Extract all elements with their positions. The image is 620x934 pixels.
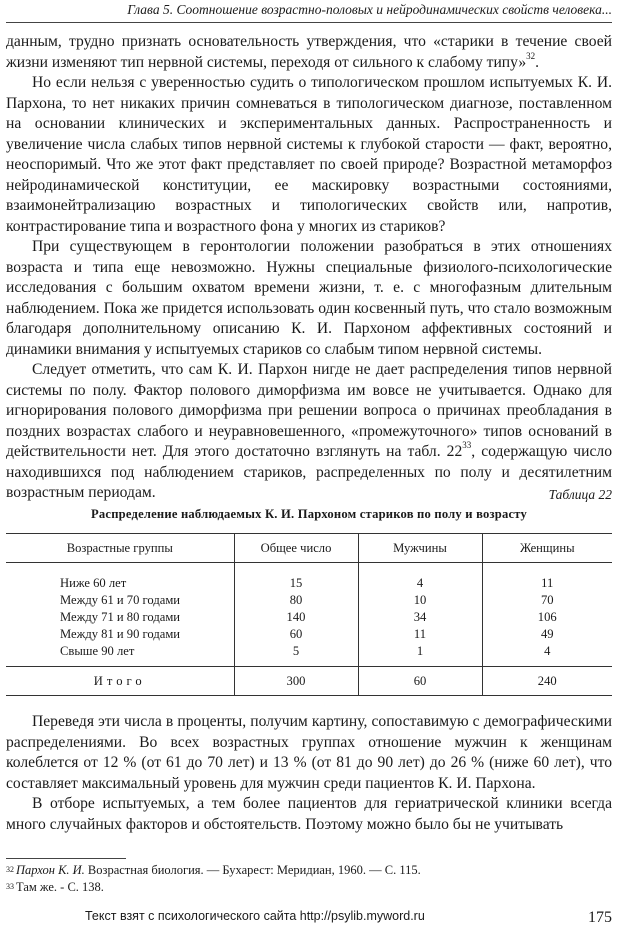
cell-total: 80 [234, 592, 358, 609]
paragraph-2: Но если нельзя с уверенностью судить о типологическом прошлом испытуемых К. И. Пархона, то нет никаких причин сомневаться в типологическом диагнозе, поставленном на основании клинических и экспериментальных данных. Распространенность и увеличение числа слабых типов нервной системы к глубокой старости — факт, вероятно, неоспоримый. Что же этот факт представляет по своей природе? Возрастной метаморфоз нейродинамической конституции, ее маскировку возрастными состояниями, взаимонейтрализацию возрастных и типологических свойств или, напротив, контрастирование типа и возрастного фона у многих из стариков? [6, 74, 612, 235]
body-text-top [6, 32, 612, 504]
cell-women: 70 [482, 592, 612, 609]
paragraph-tail: . [535, 53, 540, 71]
column-header-men: Мужчины [358, 534, 482, 563]
cell-women: 240 [482, 667, 612, 696]
header-rule [6, 22, 612, 23]
cell-group: Между 71 и 80 годами [60, 610, 181, 624]
cell-group: Между 81 и 90 годами [60, 627, 181, 641]
table-spacer [6, 563, 612, 576]
footnote-ref-32[interactable]: 32 [526, 50, 536, 61]
footnotes [6, 862, 612, 896]
paragraph-3: При существующем в геронтологии положении разобраться в этих отношениях возраста и типа еще невозможно. Нужны специальные физиолого-психологические исследования с большим охватом времени жизни, т. е. с многофазным длительным наблюдением. Пока же придется использовать один косвенный путь, что стало возможным благодаря дополнительному описанию К. И. Пархоном аффективных состояний и динамики внимания у испытуемых стариков со слабым типом нервной системы. [6, 238, 612, 358]
table-row [6, 643, 612, 667]
footnote-ref-33[interactable]: 33 [462, 440, 472, 450]
footnote-rule [6, 858, 126, 859]
footnote-number: 32 [6, 865, 14, 874]
paragraph-tail: , содержащую число находившихся под наблюдением стариков, распределенных по полу и десятилетним возрастным периодам. [6, 443, 612, 501]
footnote-32 [6, 862, 612, 879]
table-row [6, 609, 612, 626]
footnote-text: Там же. - С. 138. [16, 880, 104, 894]
cell-men: 1 [358, 643, 482, 667]
paragraph-text: данным, трудно признать основательность утверждения, что «старики в течение своей жизни изменяют тип нервной системы, переходя от сильного к слабому типу» [6, 33, 612, 71]
footnote-number: 33 [6, 882, 14, 891]
column-header-total: Общее число [234, 534, 358, 563]
cell-total-label: Итого [6, 667, 234, 696]
cell-total: 60 [234, 626, 358, 643]
page-number: 175 [588, 909, 612, 926]
cell-women: 106 [482, 609, 612, 626]
cell-men: 60 [358, 667, 482, 696]
cell-men: 34 [358, 609, 482, 626]
footnote-text: Возрастная биология. — Бухарест: Меридиан, 1960. — С. 115. [84, 863, 421, 877]
footnote-author: Пархон К. И. [16, 863, 85, 877]
paragraph-1 [6, 32, 612, 73]
cell-total: 15 [234, 575, 358, 592]
cell-group: Ниже 60 лет [60, 576, 127, 590]
cell-group: Свыше 90 лет [60, 644, 135, 658]
column-header-age-group: Возрастные группы [6, 534, 234, 563]
table-label: Таблица 22 [548, 487, 612, 502]
table-title: Распределение наблюдаемых К. И. Пархоном стариков по полу и возрасту [91, 507, 527, 521]
paragraph-4 [6, 360, 612, 504]
cell-total: 140 [234, 609, 358, 626]
body-text-bottom [6, 712, 612, 835]
cell-total: 300 [234, 667, 358, 696]
table-header-row [6, 534, 612, 563]
table-row [6, 575, 612, 592]
cell-women: 11 [482, 575, 612, 592]
table-row [6, 592, 612, 609]
paragraph-6: В отборе испытуемых, а тем более пациентов для гериатрической клиники всегда много случайных факторов и обстоятельств. Поэтому можно было бы не учитывать [6, 795, 612, 833]
cell-men: 10 [358, 592, 482, 609]
running-header: Глава 5. Соотношение возрастно-половых и нейродинамических свойств человека... [127, 2, 612, 17]
footnote-33 [6, 879, 612, 896]
cell-women: 4 [482, 643, 612, 667]
cell-total: 5 [234, 643, 358, 667]
column-header-women: Женщины [482, 534, 612, 563]
table-row [6, 626, 612, 643]
paragraph-text: Следует отметить, что сам К. И. Пархон нигде не дает распределения типов нервной системы по полу. Фактор полового диморфизма им вовсе не учитывается. Однако для игнорирования полового диморфизма при решении вопроса о причинах преобладания в поздних возрастах слабого и неуравновешенного, «промежуточного» типов оснований в действительности нет. Для этого достаточно взглянуть на табл. 22 [6, 361, 612, 460]
cell-men: 4 [358, 575, 482, 592]
paragraph-5: Переведя эти числа в проценты, получим картину, сопоставимую с демографическими распределениями. Во всех возрастных группах отношение мужчин к женщинам колеблется от 12 % (от 61 до 70 лет) и 13 % (от 81 до 90 лет) до 26 % (ниже 60 лет), что составляет максимальный уровень для мужчин среди пациентов К. И. Пархона. [6, 713, 612, 792]
source-watermark: Текст взят с психологического сайта http://psylib.myword.ru [85, 909, 425, 923]
age-sex-distribution-table [6, 533, 612, 696]
cell-men: 11 [358, 626, 482, 643]
cell-group: Между 61 и 70 годами [60, 593, 181, 607]
cell-women: 49 [482, 626, 612, 643]
table-total-row [6, 667, 612, 696]
